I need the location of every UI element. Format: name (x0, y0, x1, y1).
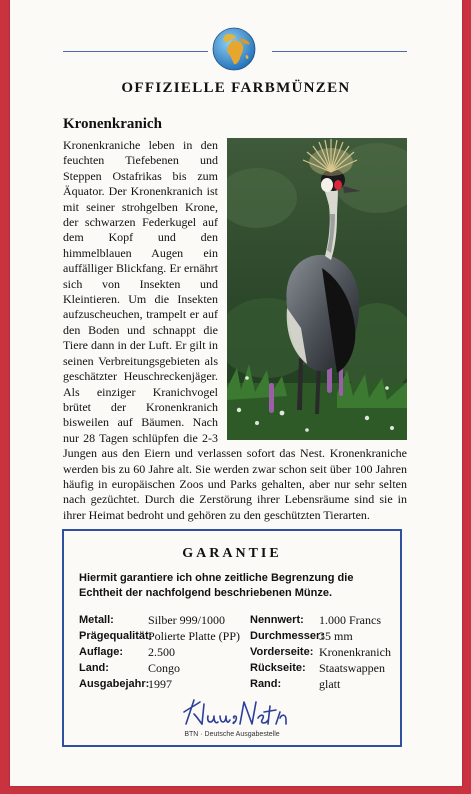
spec-row (79, 628, 399, 644)
globe-icon (212, 27, 256, 71)
header-rule-right (272, 51, 407, 52)
spec-label: Vorderseite: (250, 646, 314, 658)
spec-label: Prägequalität: (79, 630, 153, 642)
article-body (63, 138, 407, 523)
coin-specs (79, 612, 399, 692)
spec-row (79, 644, 399, 660)
spec-label: Rand: (250, 678, 282, 690)
spec-value: 1.000 Francs (319, 613, 381, 627)
spec-label: Rückseite: (250, 662, 306, 674)
spec-value: glatt (319, 677, 341, 691)
spec-label: Nennwert: (250, 614, 304, 626)
spec-label: Land: (79, 662, 109, 674)
page-title: OFFIZIELLE FARBMÜNZEN (121, 80, 351, 96)
spec-value: Kronenkranich (319, 645, 391, 659)
spec-row (79, 612, 399, 628)
issuer-name: BTN · Deutsche Ausgabestelle (184, 731, 280, 738)
spec-value: Silber 999/1000 (148, 613, 225, 627)
spec-value: 1997 (148, 677, 172, 691)
handwritten-signature (180, 694, 290, 730)
certificate-card (10, 0, 462, 786)
guarantee-title: GARANTIE (182, 546, 282, 561)
spec-value: Polierte Platte (PP) (148, 629, 240, 643)
crowned-crane-photo (227, 138, 407, 440)
spec-value: 2.500 (148, 645, 175, 659)
guarantee-statement: Hiermit garantiere ich ohne zeitliche Begrenzung die Echtheit der nachfolgend beschriebenen Münze. (79, 572, 354, 599)
spec-row (79, 676, 399, 692)
spec-label: Auflage: (79, 646, 123, 658)
guarantee-box (62, 529, 402, 747)
article-body-text: Kronenkraniche leben in den feuchten Tiefebenen und Steppen Ostafrikas bis zum Äquator. Der Kronenkranich ist mit seiner strohgelben Krone, der schwarzen Federkugel auf dem Kopf und den himmelblauen Augen ein auffälliger Blickfang. Er ernährt sich von Insekten und Kleintieren. Um die Insekten aufzuscheuchen, trampelt er auf den Boden und schnappt die Tiere dann in der Luft. Er gilt in seinen Verbreitungsgebieten als geschätzter Heuschreckenjäger. Als einziger Kranichvogel brütet der Kronenkranich bisweilen auf Bäumen. Nach nur 28 Tagen schlüpfen die 2-3 Jungen aus den Eiern und verlassen sofort das Nest. Kronenkraniche werden bis zu 60 Jahre alt. Sie werden zwar schon seit über 100 Jahren häufig in europäischen Zoos und Parks gehalten, aber nur sehr selten nach gezüchtet. Durch die Zerstörung ihrer Lebensräume sind sie in ihrer Heimat bedroht und gehören zu den geschützten Tierarten. (63, 138, 407, 522)
spec-value: 35 mm (319, 629, 353, 643)
spec-label: Durchmesser: (250, 630, 324, 642)
header-rule-left (63, 51, 208, 52)
article-title: Kronenkranich (63, 116, 162, 132)
spec-value: Congo (148, 661, 181, 675)
spec-value: Staatswappen (319, 661, 385, 675)
spec-row (79, 660, 399, 676)
spec-label: Ausgabejahr: (79, 678, 150, 690)
spec-label: Metall: (79, 614, 114, 626)
